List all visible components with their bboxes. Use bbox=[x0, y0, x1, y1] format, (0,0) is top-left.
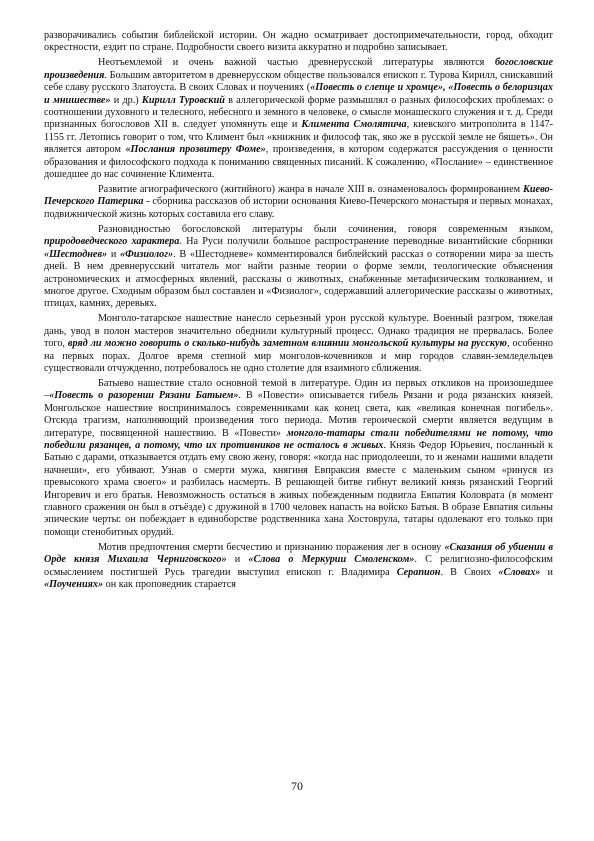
emphasized-text: «Послания прозвитеру Фоме» bbox=[125, 144, 266, 156]
emphasized-text: Климента Смолятича bbox=[301, 119, 407, 131]
emphasized-text: Киево-Печерского Патерика bbox=[44, 184, 553, 208]
text-run: , произведения, в котором содержатся рассуждения о ценности образования и философского подхода к пониманию священных писаний. К сожалению, «Послание» – единственное дошедшее до нас сочинение Климента. bbox=[44, 144, 553, 181]
emphasized-text: «Повесть о разорении Рязани Батыем» bbox=[49, 390, 239, 402]
text-run: и bbox=[107, 248, 121, 260]
paragraph bbox=[44, 542, 553, 592]
text-run: и др.) bbox=[110, 94, 142, 106]
emphasized-text: «Шестоднев» bbox=[44, 248, 108, 260]
emphasized-text: «Физиолог» bbox=[120, 248, 174, 260]
emphasized-text: Серапион bbox=[396, 566, 441, 578]
text-run: Мотив предпочтения смерти бесчестию и признанию поражения лег в основу bbox=[98, 541, 445, 553]
text-run: Монголо-татарское нашествие нанесло серьезный урон русской культуре. Военный разгром, тяжелая дань, увод в полон мастеров значительно обеднили культурный процесс. Однако традиция не прервалась. Более того, bbox=[44, 313, 553, 350]
text-run: в аллегорической форме размышлял о разных философских проблемах: о соотношении духовного и телесного, небесного и земного в человеке, о смысле монашеского служения и т. д. Среди признанных богословов XII в. следует упомянуть еще и bbox=[44, 94, 554, 131]
text-run: и bbox=[540, 566, 553, 578]
text-run: , киевского митрополита в 1147-1155 гг. Летопись говорит о том, что Климент был «книжник и философ так, яко же в русской земле не бяшеть». Он является автором bbox=[44, 119, 553, 156]
text-run: и bbox=[226, 554, 249, 566]
text-run: , особенно на первых порах. Долгое время степной мир монголов-кочевников и мир городов славян-земледельцев существовали отчужденно, потребовалось не одно столетие для взаимного сближения. bbox=[44, 338, 553, 374]
page-body bbox=[44, 30, 553, 594]
text-run: он как проповедник старается bbox=[103, 579, 236, 591]
text-run: - сборника рассказов об истории основания Киево-Печерского монастыря и первых монахах, подвижнической жизнь которых составила его славу. bbox=[44, 196, 553, 220]
text-run: Развитие агиографического (житийного) жанра в начале XIII в. ознаменовалось формированием bbox=[98, 184, 523, 196]
emphasized-text: монголо-татары стали победителями не потому, что победили рязанцев, а потому, что их противников не осталось в живых bbox=[44, 427, 554, 451]
text-run: . С религиозно-философским осмыслением постигшей Русь трагедии выступил епископ г. Владимира bbox=[44, 554, 553, 578]
paragraph bbox=[44, 378, 553, 539]
text-run: . Большим авторитетом в древнерусском обществе пользовался епископ г. Турова Кирилл, снискавший себе славу русского Златоуста. В своих Словах и поучениях ( bbox=[44, 69, 553, 94]
text-run: разворачивались события библейской истории. Он жадно осматривает достопримечательности, город, обходит окрестности, ездит по стране. Подробности своего визита аккуратно и подробно записывает. bbox=[44, 30, 553, 54]
text-run: Разновидностью богословской литературы были сочинения, говоря современным языком, bbox=[98, 223, 553, 235]
emphasized-text: богословские произведения bbox=[44, 57, 553, 81]
paragraph bbox=[44, 57, 553, 181]
emphasized-text: «Словах» bbox=[498, 566, 541, 578]
emphasized-text: «Сказания об убиении в Орде князя Михаила Черниговского» bbox=[44, 541, 553, 566]
emphasized-text: «Поучениях» bbox=[44, 579, 104, 591]
emphasized-text: Кирилл Туровский bbox=[141, 94, 225, 106]
text-run: Батыево нашествие стало основной темой в литературе. Один из первых откликов на произошедшее – bbox=[44, 377, 553, 402]
emphasized-text: «Повесть о слепце и хромце», «Повесть о белоризцах и мнишестве» bbox=[44, 82, 553, 106]
paragraph bbox=[44, 313, 553, 375]
paragraph bbox=[44, 30, 553, 55]
text-run: . В Своих bbox=[440, 566, 499, 578]
paragraph bbox=[44, 184, 553, 221]
emphasized-text: «Слова о Меркурии Смоленском» bbox=[248, 554, 415, 566]
text-run: Неотъемлемой и очень важной частью древнерусской литературы являются bbox=[98, 57, 495, 69]
text-run: . Князь Федор Юрьевич, посланный к Батыю с дарами, отказывается отдать ему свою жену, говоря: «когда нас приодолееши, то и женами нашими владети начнеши», его убивают. Узнав о смерти мужа, княгиня Евпраксия вместе с маленьким сыном «ринуся из превысокого храма своего» и разбилась насмерть. В решающей битве гибнут великий князь рязанский Георгий Ингоревич и его братья. Невозможность остаться в живых побежденным подвигла Евпатия Коловрата (в момент главного сражения он был в отъёзде) с дружиной в 1700 человек напасть на войско Батыя. В образе Евпатия сильны эпические черты: он побеждает в единоборстве родственника хана Хостоврула, татары одолевают его только при помощи стенобитных орудий. bbox=[44, 439, 554, 538]
emphasized-text: вряд ли можно говорить о сколько-нибудь заметном влиянии монгольской культуры на русскую bbox=[67, 338, 507, 350]
paragraph bbox=[44, 224, 553, 311]
text-run: . На Руси получили большое распространение переводные византийские сборники bbox=[179, 236, 553, 248]
page-number: 70 bbox=[291, 779, 303, 793]
text-run: . В «Шестодневе» комментировался библейский рассказ о сотворении мира за шесть дней. В нем древнерусский читатель мог найти разные теории о форме земли, теологические объяснения астрономических и атмосферных явлений, рассказы о животных, снабженные метафизическим толкованием, и многое другое. Сходным образом был составлен и «Физиолог», содержавший аллегорические рассказы о животных, птицах, камнях, деревьях. bbox=[44, 248, 553, 310]
text-run: . В «Повести» описывается гибель Рязани и рода рязанских князей. Монгольское нашествие воспринималось современниками как конец света, как «великая конечная погибель». Отсюда трагизм, наполняющий произведения того периода. Мотив героической смерти является ведущим в литературе, посвященной нашествию. В «Повести» bbox=[44, 390, 553, 439]
emphasized-text: природоведческого характера bbox=[44, 236, 180, 248]
